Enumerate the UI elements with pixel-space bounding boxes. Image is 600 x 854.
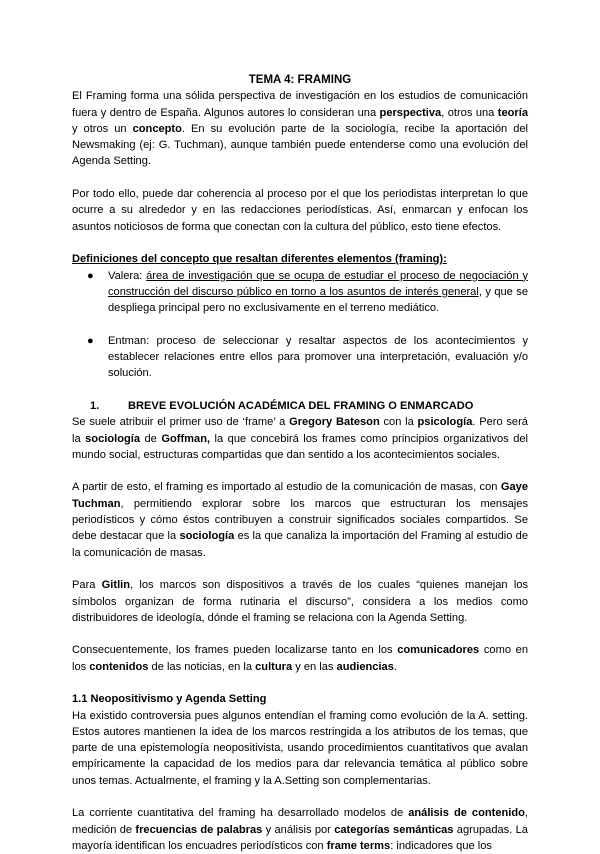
definitions-list-2 <box>72 333 528 382</box>
bateson-paragraph: Se suele atribuir el primer uso de ‘frame’ a Gregory Bateson con la psicología. Pero será la sociología de Goffman, la que concebirá los frames como principios organizativos del mundo social, estructuras compartidas que dan sentido a los acontecimientos sociales. <box>72 416 529 461</box>
definitions-heading: Definiciones del concepto que resaltan diferentes elementos (framing): <box>72 253 447 266</box>
bullet-icon: ● <box>87 269 94 282</box>
intro-paragraph: El Framing forma una sólida perspectiva de investigación en los estudios de comunicación fuera y dentro de España. Algunos autores lo consideran una perspectiva, otros una teoría y otros un concepto. En su evolución parte de la sociología, recibe la aportación del Newsmaking (ej: G. Tuchman), aunque también puede entenderse como una evolución del Agenda Setting. <box>72 90 529 168</box>
coherence-paragraph: Por todo ello, puede dar coherencia al proceso por el que los periodistas interpretan lo que ocurre a su alrededor y en las redacciones periodísticas. Así, enmarcan y enfocan los asuntos noticiosos de forma que conectan con la cultura del público, esto tiene efectos. <box>72 188 528 233</box>
list-item: ● Valera: área de investigación que se ocupa de estudiar el proceso de negociación y construcción del discurso público en torno a los asuntos de interés general, y que se despliega principal pero no exclusivamente en el terreno mediático. <box>87 269 528 315</box>
list-item: ● Entman: proceso de seleccionar y resaltar aspectos de los acontecimientos y establecer relaciones entre ellos para promover una interpretación, evaluación y/o solución. <box>87 334 528 380</box>
definitions-list <box>72 268 528 317</box>
bullet-icon: ● <box>87 334 94 347</box>
subsection-1-1-heading: 1.1 Neopositivismo y Agenda Setting <box>72 693 267 706</box>
gitlin-paragraph: Para Gitlin, los marcos son dispositivos a través de los cuales “quienes manejan los símbolos organizan de forma rutinaria el discurso”, considera a los medios como distribuidores de ideología, dónde el framing se relaciona con la Agenda Setting. <box>72 579 528 624</box>
quantitative-paragraph: La corriente cuantitativa del framing ha desarrollado modelos de análisis de contenido, medición de frecuencias de palabras y análisis por categorías semánticas agrupadas. La mayoría identifican los encuadres periodísticos con frame terms: indicadores que los <box>72 807 529 852</box>
page-title: TEMA 4: FRAMING <box>248 74 352 86</box>
tuchman-paragraph: A partir de esto, el framing es importado al estudio de la comunicación de masas, con Gaye Tuchman, permitiendo explorar sobre los marcos que estructuran los mensajes periodísticos y cómo éstos contribuyen a construir significados sociales compartidos. Se debe destacar que la sociología es la que canaliza la importación del Framing al estudio de la comunicación de masas. <box>72 481 528 559</box>
section-1-heading: 1. BREVE EVOLUCIÓN ACADÉMICA DEL FRAMING O ENMARCADO <box>90 399 474 412</box>
frames-location-paragraph: Consecuentemente, los frames pueden localizarse tanto en los comunicadores como en los contenidos de las noticias, en la cultura y en las audiencias. <box>72 644 528 673</box>
neopositivism-paragraph: Ha existido controversia pues algunos entendían el framing como evolución de la A. setting. Estos autores mantienen la idea de los marcos restringida a los atributos de los temas, que parte de una epistemología neopositivista, usando procedimientos cuantitativos que avalan empíricamente la capacidad de los medios para dar relevancia temática al público sobre unos temas. Actualmente, el framing y la A.Setting son complementarias. <box>72 709 528 787</box>
